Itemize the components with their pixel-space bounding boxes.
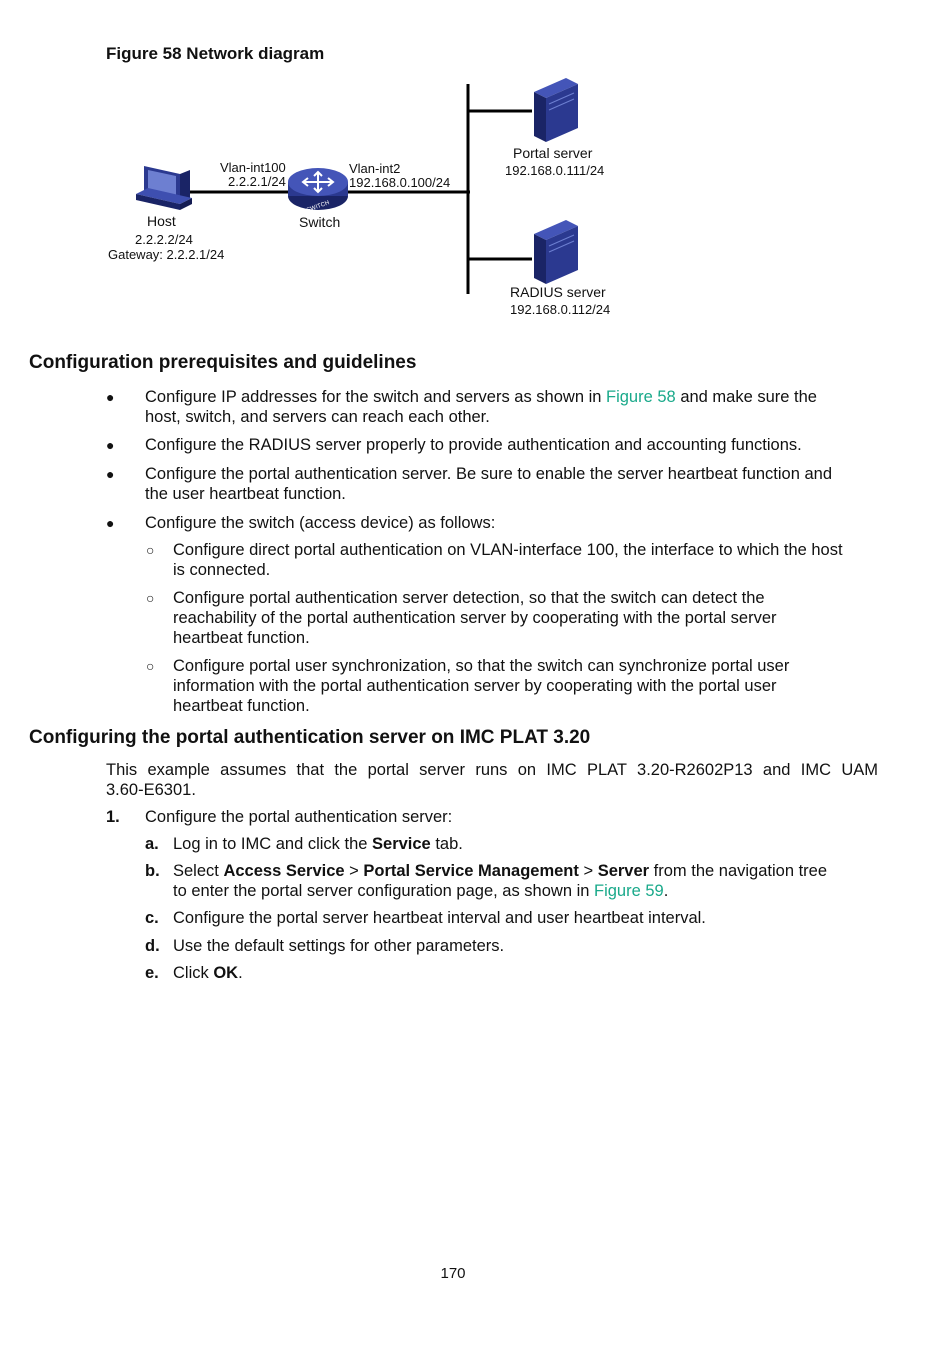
vlan-int2-ip: 192.168.0.100/24 <box>349 175 451 190</box>
intro-text: This example assumes that the portal server runs on IMC PLAT 3.20-R2602P13 and IMC UAM <box>106 761 878 779</box>
sub-bullet-3: ○ <box>146 658 155 674</box>
substep-text: Log in to IMC and click the <box>173 835 373 853</box>
portal-server-label: Portal server <box>513 145 593 161</box>
menu-ref: Portal Service Management <box>363 862 579 880</box>
bullet-2: ● <box>106 437 115 453</box>
intro-paragraph <box>106 760 878 800</box>
sub-item-direct-portal <box>173 540 883 580</box>
radius-server-icon <box>534 220 578 284</box>
bullet-item-radius: Configure the RADIUS server properly to provide authentication and accounting functions. <box>145 436 802 454</box>
section-heading-prerequisites: Configuration prerequisites and guidelines <box>29 352 417 373</box>
sub-item-user-sync <box>173 656 883 716</box>
switch-label: Switch <box>299 214 341 230</box>
sub-item-text: reachability of the portal authentication server by cooperating with the portal server <box>173 609 777 627</box>
substep-label: e. <box>145 964 159 982</box>
vlan-int2-label: Vlan-int2 <box>349 161 401 176</box>
bullet-4: ● <box>106 515 115 531</box>
switch-badge: SWITCH <box>306 200 331 214</box>
service-tab-ref: Service <box>372 835 431 853</box>
substep-text: from the navigation tree <box>649 862 828 880</box>
ok-button-ref: OK <box>213 964 239 982</box>
substep-text: . <box>238 964 243 982</box>
sub-bullet-2: ○ <box>146 590 155 606</box>
sub-item-text: Configure portal authentication server detection, so that the switch can detect the <box>173 589 765 607</box>
host-pc-icon <box>136 166 192 210</box>
substep-label: a. <box>145 835 159 853</box>
step-1-text: Configure the portal authentication server: <box>145 808 453 826</box>
step-number: 1. <box>106 808 120 826</box>
substep-text: Select <box>173 862 224 880</box>
bullet-1: ● <box>106 389 115 405</box>
section-heading-imc: Configuring the portal authentication server on IMC PLAT 3.20 <box>29 727 591 748</box>
substep-text: . <box>663 882 669 900</box>
sub-item-text: Configure direct portal authentication on VLAN-interface 100, the interface to which the host <box>173 541 843 559</box>
bullet-3: ● <box>106 466 115 482</box>
bullet-item-text: Configure IP addresses for the switch and servers as shown in <box>145 388 607 406</box>
bullet-item-portal-server <box>145 464 880 504</box>
sub-item-text: heartbeat function. <box>173 629 310 647</box>
figure-caption: Figure 58 Network diagram <box>106 44 325 63</box>
sub-item-server-detection <box>173 588 883 648</box>
sub-bullet-1: ○ <box>146 542 155 558</box>
substep-text: > <box>578 862 598 880</box>
bullet-item-text: the user heartbeat function. <box>145 485 346 503</box>
sub-item-text: Configure portal user synchronization, so that the switch can synchronize portal user <box>173 657 790 675</box>
radius-server-ip: 192.168.0.112/24 <box>510 302 611 317</box>
substep-c: Configure the portal server heartbeat interval and user heartbeat interval. <box>173 909 706 927</box>
bullet-item-text: and make sure the <box>675 388 817 406</box>
substep-b <box>173 861 883 901</box>
portal-server-icon <box>534 78 578 142</box>
substep-label: c. <box>145 909 159 927</box>
network-diagram <box>100 78 620 318</box>
substep-d: Use the default settings for other parameters. <box>173 937 505 955</box>
vlan-int100-label: Vlan-int100 <box>220 160 286 175</box>
bullet-item-switch: Configure the switch (access device) as follows: <box>145 514 496 532</box>
network-diagram-svg <box>100 78 620 318</box>
figure-58-link[interactable]: Figure 58 <box>606 388 676 406</box>
host-gateway: Gateway: 2.2.2.1/24 <box>108 247 225 262</box>
menu-ref: Access Service <box>223 862 345 880</box>
page-number: 170 <box>440 1265 466 1282</box>
substep-a <box>173 834 463 854</box>
substep-text: > <box>344 862 364 880</box>
bullet-item-text: Configure the portal authentication server. Be sure to enable the server heartbeat function and <box>145 465 833 483</box>
sub-item-text: is connected. <box>173 561 271 579</box>
menu-ref: Server <box>597 862 650 880</box>
substep-text: Click <box>173 964 214 982</box>
substep-text: tab. <box>430 835 463 853</box>
radius-server-label: RADIUS server <box>510 284 606 300</box>
bullet-item-ip-config <box>145 387 880 427</box>
bullet-item-text: host, switch, and servers can reach each other. <box>145 408 490 426</box>
substep-text: to enter the portal server configuration page, as shown in <box>173 882 594 900</box>
intro-text: 3.60-E6301. <box>106 781 196 799</box>
substep-e <box>173 963 243 983</box>
sub-item-text: heartbeat function. <box>173 697 310 715</box>
figure-59-link[interactable]: Figure 59 <box>594 882 664 900</box>
substep-label: d. <box>145 937 160 955</box>
host-label: Host <box>147 213 176 229</box>
portal-server-ip: 192.168.0.111/24 <box>505 163 605 178</box>
host-ip: 2.2.2.2/24 <box>135 232 193 247</box>
sub-item-text: information with the portal authentication server by cooperating with the portal user <box>173 677 777 695</box>
substep-label: b. <box>145 862 160 880</box>
vlan-int100-ip: 2.2.2.1/24 <box>228 174 286 189</box>
